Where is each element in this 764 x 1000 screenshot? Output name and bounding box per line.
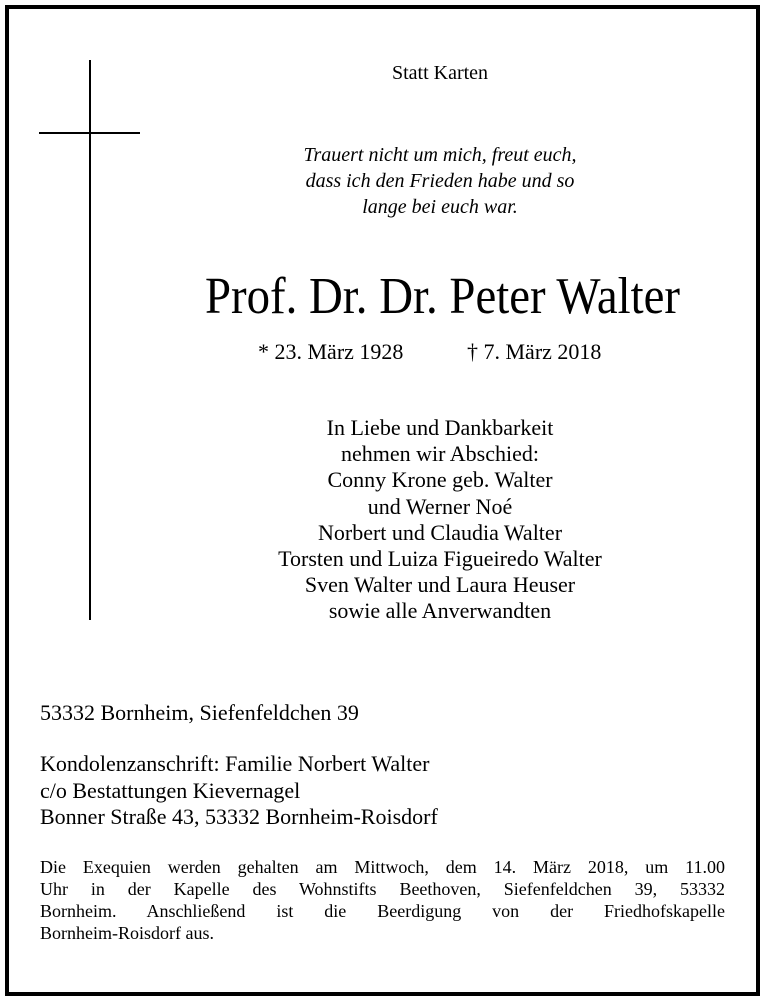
mourners-list bbox=[200, 415, 680, 625]
mourners-line: In Liebe und Dankbarkeit bbox=[326, 415, 554, 440]
verse bbox=[240, 142, 640, 220]
funeral-notice bbox=[40, 856, 725, 944]
cross-horizontal-bar bbox=[39, 132, 140, 134]
cross-vertical-bar bbox=[89, 60, 91, 620]
verse-line: Trauert nicht um mich, freut euch, bbox=[303, 144, 577, 166]
mourners-line: Torsten und Luiza Figueiredo Walter bbox=[278, 546, 602, 572]
mourners-line: nehmen wir Abschied: bbox=[341, 441, 539, 467]
verse-line: lange bei euch war. bbox=[362, 196, 518, 218]
mourners-line: sowie alle Anverwandten bbox=[328, 598, 552, 624]
condolence-address bbox=[40, 751, 438, 831]
notice-line: Bornheim. Anschließend ist die Beerdigung von der Friedhofskapelle bbox=[40, 901, 725, 921]
mourners-line: Norbert und Claudia Walter bbox=[317, 519, 563, 545]
death-date: † 7. März 2018 bbox=[467, 339, 602, 364]
mourners-line: Sven Walter und Laura Heuser bbox=[304, 572, 576, 598]
mourners-line: und Werner Noé bbox=[367, 493, 513, 519]
verse-line: dass ich den Frieden habe und so bbox=[305, 170, 575, 192]
condolence-line: Kondolenzanschrift: Familie Norbert Walter bbox=[40, 751, 430, 776]
condolence-line: c/o Bestattungen Kievernagel bbox=[40, 777, 301, 803]
condolence-line: Bonner Straße 43, 53332 Bornheim-Roisdorf bbox=[40, 804, 438, 829]
headline: Statt Karten bbox=[391, 62, 489, 84]
deceased-name: Prof. Dr. Dr. Peter Walter bbox=[205, 268, 680, 325]
notice-line: Die Exequien werden gehalten am Mittwoch, dem 14. März 2018, um 11.00 bbox=[40, 857, 725, 877]
mourners-line: Conny Krone geb. Walter bbox=[327, 467, 553, 493]
birth-date: * 23. März 1928 bbox=[258, 339, 404, 364]
notice-line: Bornheim-Roisdorf aus. bbox=[40, 923, 214, 943]
notice-line: Uhr in der Kapelle des Wohnstifts Beethoven, Siefenfeldchen 39, 53332 bbox=[40, 879, 725, 899]
home-address: 53332 Bornheim, Siefenfeldchen 39 bbox=[40, 700, 359, 725]
